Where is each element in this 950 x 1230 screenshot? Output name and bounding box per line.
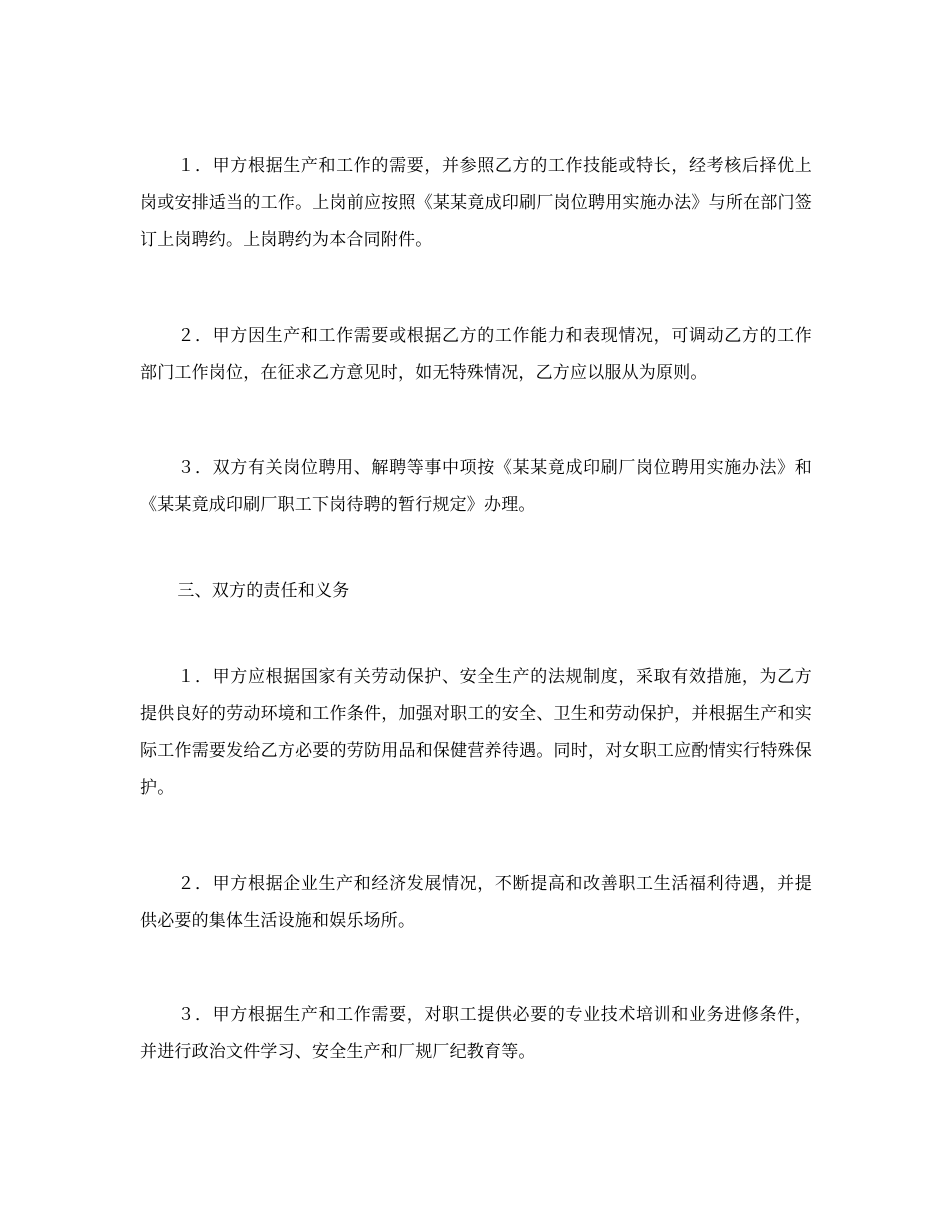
section-heading-responsibilities: 三、双方的责任和义务: [177, 581, 350, 601]
paragraph-job-assignment: １．甲方根据生产和工作的需要，并参照乙方的工作技能或特长，经考核后择优上岗或安排适当的工作。上岗前应按照《某某竟成印刷厂岗位聘用实施办法》与所在部门签订上岗聘约。上岗聘约为本合同附件。: [140, 156, 812, 250]
paragraph-training: ３．甲方根据生产和工作需要，对职工提供必要的专业技术培训和业务进修条件，并进行政治文件学习、安全生产和厂规厂纪教育等。: [140, 1005, 812, 1062]
paragraph-job-transfer: ２．甲方因生产和工作需要或根据乙方的工作能力和表现情况，可调动乙方的工作部门工作岗位，在征求乙方意见时，如无特殊情况，乙方应以服从为原则。: [140, 326, 812, 383]
paragraph-hiring-rules: ３．双方有关岗位聘用、解聘等事中项按《某某竟成印刷厂岗位聘用实施办法》和《某某竟成印刷厂职工下岗待聘的暂行规定》办理。: [140, 458, 812, 515]
paragraph-labor-protection: １．甲方应根据国家有关劳动保护、安全生产的法规制度，采取有效措施，为乙方提供良好的劳动环境和工作条件，加强对职工的安全、卫生和劳动保护，并根据生产和实际工作需要发给乙方必要的劳防用品和保健营养待遇。同时，对女职工应酌情实行特殊保护。: [140, 667, 812, 798]
paragraph-welfare: ２．甲方根据企业生产和经济发展情况，不断提高和改善职工生活福利待遇，并提供必要的集体生活设施和娱乐场所。: [140, 874, 812, 931]
